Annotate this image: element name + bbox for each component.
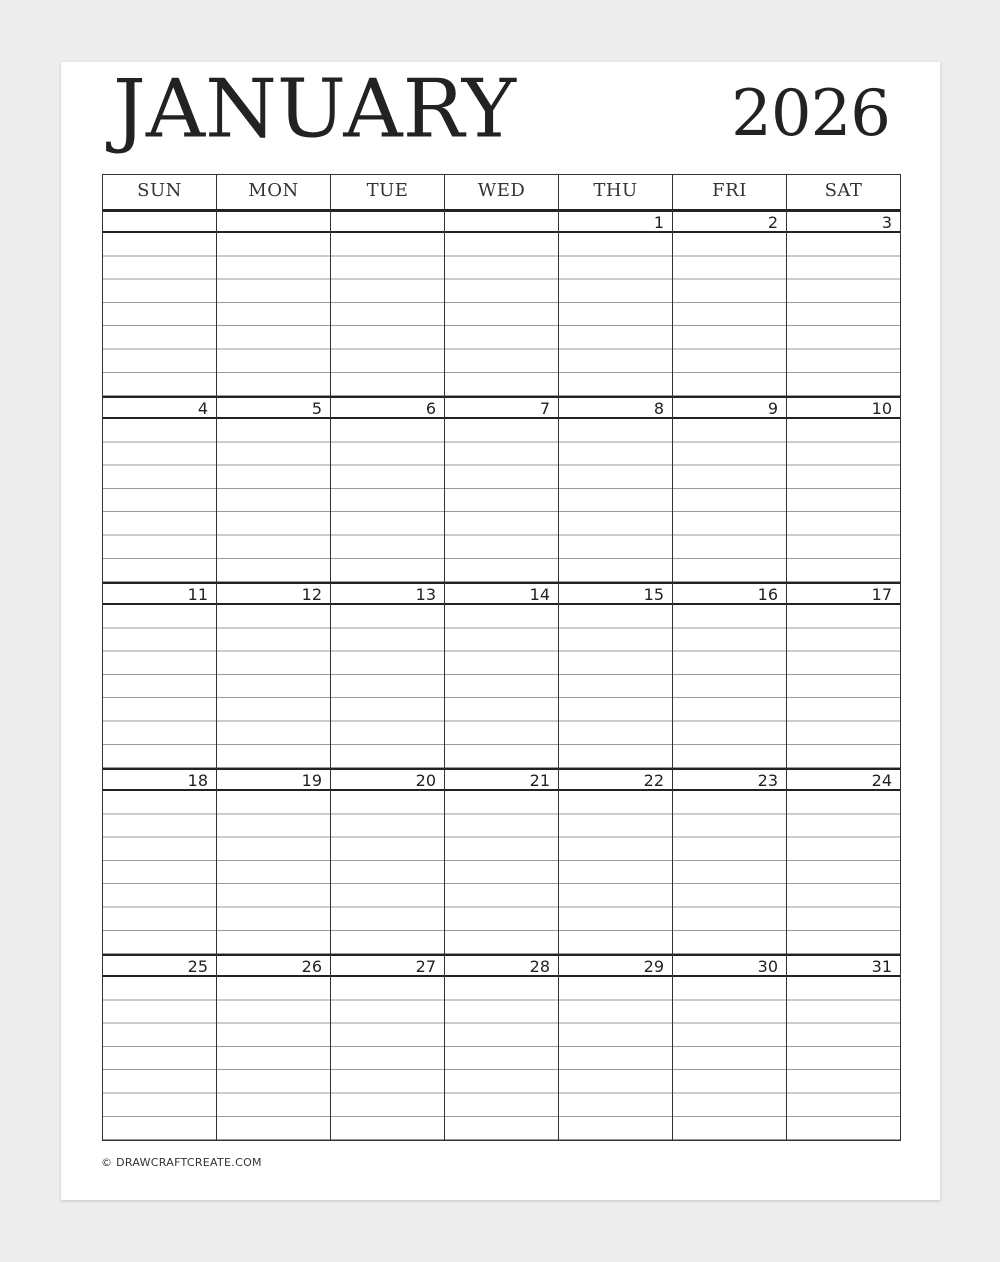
date-number: 8	[559, 396, 672, 419]
note-lines	[217, 233, 330, 396]
note-lines	[787, 233, 900, 396]
weekday-header-row	[103, 175, 900, 210]
day-cell[interactable]	[103, 396, 217, 582]
date-number: 12	[217, 582, 330, 605]
date-number: 9	[673, 396, 786, 419]
date-number: 29	[559, 954, 672, 977]
note-lines	[217, 791, 330, 954]
note-lines	[787, 977, 900, 1140]
day-cell[interactable]	[445, 582, 559, 768]
date-number	[445, 210, 558, 233]
note-lines	[673, 419, 786, 582]
day-cell[interactable]	[559, 582, 673, 768]
date-number: 10	[787, 396, 900, 419]
day-cell[interactable]	[445, 954, 559, 1140]
week-row-2	[103, 396, 900, 582]
date-number: 24	[787, 768, 900, 791]
date-number: 16	[673, 582, 786, 605]
note-lines	[559, 977, 672, 1140]
day-cell[interactable]	[217, 210, 331, 396]
weekday-fri: FRI	[673, 175, 787, 209]
note-lines	[559, 791, 672, 954]
date-number: 13	[331, 582, 444, 605]
note-lines	[445, 419, 558, 582]
day-cell[interactable]	[103, 768, 217, 954]
month-grid	[102, 174, 901, 1141]
note-lines	[559, 605, 672, 768]
day-cell[interactable]	[559, 954, 673, 1140]
day-cell[interactable]	[787, 210, 900, 396]
date-number: 28	[445, 954, 558, 977]
note-lines	[787, 605, 900, 768]
note-lines	[103, 233, 216, 396]
date-number: 5	[217, 396, 330, 419]
weekday-mon: MON	[217, 175, 331, 209]
day-cell[interactable]	[559, 210, 673, 396]
day-cell[interactable]	[787, 396, 900, 582]
date-number: 7	[445, 396, 558, 419]
date-number: 2	[673, 210, 786, 233]
day-cell[interactable]	[673, 210, 787, 396]
note-lines	[217, 605, 330, 768]
day-cell[interactable]	[787, 582, 900, 768]
date-number: 25	[103, 954, 216, 977]
day-cell[interactable]	[445, 768, 559, 954]
note-lines	[103, 791, 216, 954]
date-number: 22	[559, 768, 672, 791]
day-cell[interactable]	[331, 954, 445, 1140]
date-number	[103, 210, 216, 233]
note-lines	[331, 419, 444, 582]
note-lines	[217, 419, 330, 582]
date-number: 14	[445, 582, 558, 605]
date-number: 31	[787, 954, 900, 977]
day-cell[interactable]	[331, 768, 445, 954]
note-lines	[445, 233, 558, 396]
note-lines	[559, 233, 672, 396]
day-cell[interactable]	[559, 768, 673, 954]
day-cell[interactable]	[217, 768, 331, 954]
day-cell[interactable]	[331, 582, 445, 768]
month-title: JANUARY	[113, 63, 516, 157]
week-row-1	[103, 210, 900, 396]
day-cell[interactable]	[787, 768, 900, 954]
week-row-3	[103, 582, 900, 768]
week-row-5	[103, 954, 900, 1140]
date-number: 23	[673, 768, 786, 791]
week-row-4	[103, 768, 900, 954]
date-number: 17	[787, 582, 900, 605]
note-lines	[787, 791, 900, 954]
weekday-thu: THU	[559, 175, 673, 209]
note-lines	[331, 605, 444, 768]
date-number: 27	[331, 954, 444, 977]
day-cell[interactable]	[673, 396, 787, 582]
date-number: 21	[445, 768, 558, 791]
day-cell[interactable]	[673, 954, 787, 1140]
weekday-sun: SUN	[103, 175, 217, 209]
note-lines	[217, 977, 330, 1140]
note-lines	[673, 605, 786, 768]
weekday-sat: SAT	[824, 180, 863, 201]
date-number: 1	[559, 210, 672, 233]
day-cell[interactable]	[445, 396, 559, 582]
date-number	[217, 210, 330, 233]
note-lines	[103, 605, 216, 768]
note-lines	[331, 791, 444, 954]
day-cell[interactable]	[445, 210, 559, 396]
copyright-footer: © DRAWCRAFTCREATE.COM	[101, 1156, 262, 1169]
day-cell[interactable]	[217, 582, 331, 768]
note-lines	[103, 419, 216, 582]
date-number	[331, 210, 444, 233]
date-number: 19	[217, 768, 330, 791]
day-cell[interactable]	[217, 396, 331, 582]
day-cell[interactable]	[103, 582, 217, 768]
day-cell[interactable]	[673, 768, 787, 954]
date-number: 11	[103, 582, 216, 605]
date-number: 18	[103, 768, 216, 791]
calendar-page	[61, 62, 940, 1200]
day-cell[interactable]	[673, 582, 787, 768]
note-lines	[445, 605, 558, 768]
date-number: 4	[103, 396, 216, 419]
note-lines	[445, 791, 558, 954]
date-number: 15	[559, 582, 672, 605]
note-lines	[445, 977, 558, 1140]
date-number: 30	[673, 954, 786, 977]
day-cell[interactable]	[103, 954, 217, 1140]
note-lines	[673, 977, 786, 1140]
date-number: 6	[331, 396, 444, 419]
note-lines	[673, 233, 786, 396]
day-cell[interactable]	[103, 210, 217, 396]
year-title: 2026	[731, 77, 890, 151]
day-cell[interactable]	[331, 210, 445, 396]
note-lines	[103, 977, 216, 1140]
note-lines	[331, 977, 444, 1140]
note-lines	[673, 791, 786, 954]
note-lines	[331, 233, 444, 396]
date-number: 26	[217, 954, 330, 977]
day-cell[interactable]	[559, 396, 673, 582]
note-lines	[559, 419, 672, 582]
weekday-wed: WED	[445, 175, 559, 209]
date-number: 3	[787, 210, 900, 233]
date-number: 20	[331, 768, 444, 791]
day-cell[interactable]	[331, 396, 445, 582]
day-cell[interactable]	[787, 954, 900, 1140]
weekday-tue: TUE	[331, 175, 445, 209]
note-lines	[787, 419, 900, 582]
day-cell[interactable]	[217, 954, 331, 1140]
